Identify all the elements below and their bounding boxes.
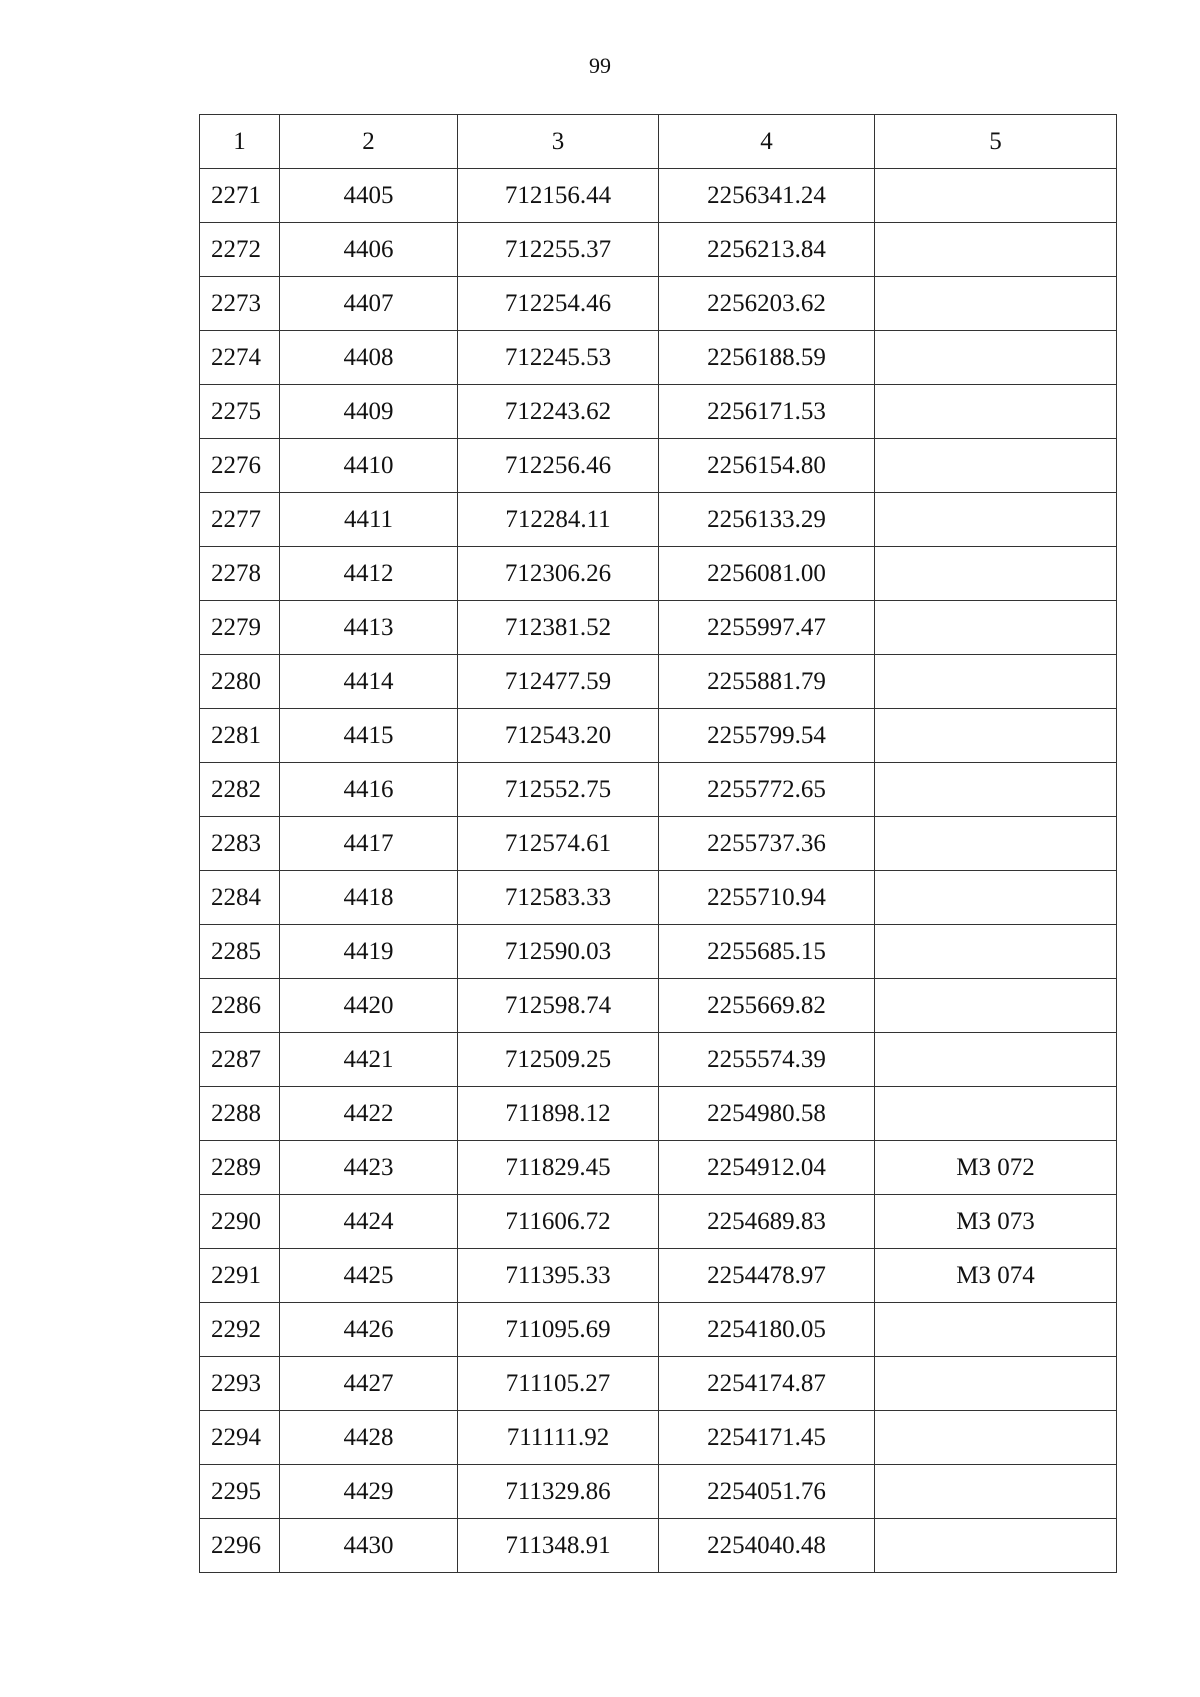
table-cell: 2256203.62 <box>659 277 875 331</box>
table-cell: 4408 <box>280 331 458 385</box>
table-cell: 2281 <box>200 709 280 763</box>
table-cell: 712552.75 <box>458 763 659 817</box>
table-cell: 2273 <box>200 277 280 331</box>
table-row <box>200 385 1117 439</box>
table-cell: 2254040.48 <box>659 1519 875 1573</box>
table-cell <box>875 1411 1117 1465</box>
table-row <box>200 655 1117 709</box>
table-cell: 4429 <box>280 1465 458 1519</box>
header-cell: 1 <box>200 115 280 169</box>
table-cell <box>875 547 1117 601</box>
table-row <box>200 1195 1117 1249</box>
table-cell: 2286 <box>200 979 280 1033</box>
table-cell: 4410 <box>280 439 458 493</box>
table-cell: 2255881.79 <box>659 655 875 709</box>
table-cell: 2291 <box>200 1249 280 1303</box>
table-cell: 4430 <box>280 1519 458 1573</box>
table-cell: 2256154.80 <box>659 439 875 493</box>
table-cell: МЗ 073 <box>875 1195 1117 1249</box>
table-cell: 2254174.87 <box>659 1357 875 1411</box>
table-cell: 4428 <box>280 1411 458 1465</box>
table-cell: 2272 <box>200 223 280 277</box>
table-row <box>200 817 1117 871</box>
table-cell: 2255737.36 <box>659 817 875 871</box>
table-cell: 712509.25 <box>458 1033 659 1087</box>
table-row <box>200 547 1117 601</box>
table-cell: 2296 <box>200 1519 280 1573</box>
table-cell: 2278 <box>200 547 280 601</box>
table-cell <box>875 277 1117 331</box>
table-cell: 2254478.97 <box>659 1249 875 1303</box>
table-cell <box>875 385 1117 439</box>
table-cell: 2255669.82 <box>659 979 875 1033</box>
table-cell: 2294 <box>200 1411 280 1465</box>
table-cell: 2255710.94 <box>659 871 875 925</box>
table-cell: 712477.59 <box>458 655 659 709</box>
table-cell: 2277 <box>200 493 280 547</box>
table-row <box>200 493 1117 547</box>
table-cell <box>875 331 1117 385</box>
table-cell <box>875 439 1117 493</box>
table-cell: 4412 <box>280 547 458 601</box>
table-cell: 711329.86 <box>458 1465 659 1519</box>
table-row <box>200 1141 1117 1195</box>
table-cell: 4418 <box>280 871 458 925</box>
table-cell: 2254980.58 <box>659 1087 875 1141</box>
table-cell: 711111.92 <box>458 1411 659 1465</box>
table-row <box>200 1357 1117 1411</box>
table-cell <box>875 493 1117 547</box>
table-row <box>200 1303 1117 1357</box>
header-cell: 3 <box>458 115 659 169</box>
table-cell: 2279 <box>200 601 280 655</box>
table-cell: 711606.72 <box>458 1195 659 1249</box>
table-cell: 4424 <box>280 1195 458 1249</box>
table-cell: 4411 <box>280 493 458 547</box>
table-cell: 2255997.47 <box>659 601 875 655</box>
table-row <box>200 1411 1117 1465</box>
table-cell <box>875 169 1117 223</box>
table-cell: 2255685.15 <box>659 925 875 979</box>
table-row <box>200 979 1117 1033</box>
table-cell: 4417 <box>280 817 458 871</box>
table-cell: 2254689.83 <box>659 1195 875 1249</box>
header-cell: 5 <box>875 115 1117 169</box>
table-cell <box>875 655 1117 709</box>
table-cell: 712245.53 <box>458 331 659 385</box>
table-cell: 712381.52 <box>458 601 659 655</box>
table-cell: 711395.33 <box>458 1249 659 1303</box>
table-row <box>200 871 1117 925</box>
table-cell: 2295 <box>200 1465 280 1519</box>
table-cell <box>875 223 1117 277</box>
page-number: 99 <box>589 53 611 78</box>
table-row <box>200 1465 1117 1519</box>
table-cell: 2276 <box>200 439 280 493</box>
table-cell: МЗ 072 <box>875 1141 1117 1195</box>
table-cell: 2254051.76 <box>659 1465 875 1519</box>
table-cell: 712590.03 <box>458 925 659 979</box>
table-cell: 2271 <box>200 169 280 223</box>
table-cell <box>875 601 1117 655</box>
table-header-row <box>200 115 1117 169</box>
table-cell: 712574.61 <box>458 817 659 871</box>
table-cell: 711829.45 <box>458 1141 659 1195</box>
table-row <box>200 331 1117 385</box>
table-cell: 2288 <box>200 1087 280 1141</box>
table-row <box>200 1249 1117 1303</box>
table-cell <box>875 1465 1117 1519</box>
table-cell: 4421 <box>280 1033 458 1087</box>
table-cell <box>875 709 1117 763</box>
table-cell: 712598.74 <box>458 979 659 1033</box>
table-row <box>200 1087 1117 1141</box>
table-cell: 712583.33 <box>458 871 659 925</box>
table-cell: 4427 <box>280 1357 458 1411</box>
table-cell <box>875 817 1117 871</box>
table-row <box>200 223 1117 277</box>
table-cell: 4419 <box>280 925 458 979</box>
table-cell: 2256213.84 <box>659 223 875 277</box>
table-cell: 712254.46 <box>458 277 659 331</box>
table-cell <box>875 1357 1117 1411</box>
header-cell: 4 <box>659 115 875 169</box>
table-cell: 2254180.05 <box>659 1303 875 1357</box>
table-cell <box>875 1033 1117 1087</box>
table-cell: 2289 <box>200 1141 280 1195</box>
table-cell: 711105.27 <box>458 1357 659 1411</box>
table-row <box>200 1519 1117 1573</box>
table-cell: 712243.62 <box>458 385 659 439</box>
table-row <box>200 763 1117 817</box>
table-cell: 712156.44 <box>458 169 659 223</box>
table-cell: 2292 <box>200 1303 280 1357</box>
table-cell: 2256081.00 <box>659 547 875 601</box>
table-cell: 2283 <box>200 817 280 871</box>
table-cell <box>875 1519 1117 1573</box>
table-cell <box>875 1303 1117 1357</box>
table-cell: 712543.20 <box>458 709 659 763</box>
table-cell: 2285 <box>200 925 280 979</box>
table-cell <box>875 1087 1117 1141</box>
table-cell <box>875 763 1117 817</box>
table-cell: 4423 <box>280 1141 458 1195</box>
table-row <box>200 709 1117 763</box>
table-cell: 2256133.29 <box>659 493 875 547</box>
table-cell: 4415 <box>280 709 458 763</box>
coordinate-table <box>199 114 1117 1573</box>
table-cell: 4414 <box>280 655 458 709</box>
table-cell: 2282 <box>200 763 280 817</box>
table-cell: 2254171.45 <box>659 1411 875 1465</box>
table-cell: 712306.26 <box>458 547 659 601</box>
table-cell: 2290 <box>200 1195 280 1249</box>
table-cell: 4416 <box>280 763 458 817</box>
table-cell: МЗ 074 <box>875 1249 1117 1303</box>
table-cell: 2287 <box>200 1033 280 1087</box>
table-cell: 4420 <box>280 979 458 1033</box>
table-cell: 2256171.53 <box>659 385 875 439</box>
table-cell: 2255574.39 <box>659 1033 875 1087</box>
table-cell: 4413 <box>280 601 458 655</box>
table-cell: 2254912.04 <box>659 1141 875 1195</box>
table-cell: 712256.46 <box>458 439 659 493</box>
table-cell: 712284.11 <box>458 493 659 547</box>
table-cell: 2256341.24 <box>659 169 875 223</box>
table-row <box>200 1033 1117 1087</box>
table-row <box>200 601 1117 655</box>
table-cell: 4407 <box>280 277 458 331</box>
table-cell: 4426 <box>280 1303 458 1357</box>
table-row <box>200 277 1117 331</box>
table-cell: 4425 <box>280 1249 458 1303</box>
table-cell: 2255772.65 <box>659 763 875 817</box>
table-body <box>200 115 1117 1573</box>
table-cell: 711348.91 <box>458 1519 659 1573</box>
table-cell: 4409 <box>280 385 458 439</box>
table-cell <box>875 871 1117 925</box>
table-cell: 4405 <box>280 169 458 223</box>
table-cell: 4406 <box>280 223 458 277</box>
table-cell: 2293 <box>200 1357 280 1411</box>
table-cell: 4422 <box>280 1087 458 1141</box>
table-cell: 711898.12 <box>458 1087 659 1141</box>
table-row <box>200 169 1117 223</box>
table-cell <box>875 925 1117 979</box>
table-row <box>200 925 1117 979</box>
table-cell: 2284 <box>200 871 280 925</box>
table-cell: 712255.37 <box>458 223 659 277</box>
table-row <box>200 439 1117 493</box>
table-cell: 2256188.59 <box>659 331 875 385</box>
header-cell: 2 <box>280 115 458 169</box>
table-cell: 2255799.54 <box>659 709 875 763</box>
table-cell: 2280 <box>200 655 280 709</box>
table-cell <box>875 979 1117 1033</box>
table-cell: 711095.69 <box>458 1303 659 1357</box>
table-cell: 2275 <box>200 385 280 439</box>
table-cell: 2274 <box>200 331 280 385</box>
